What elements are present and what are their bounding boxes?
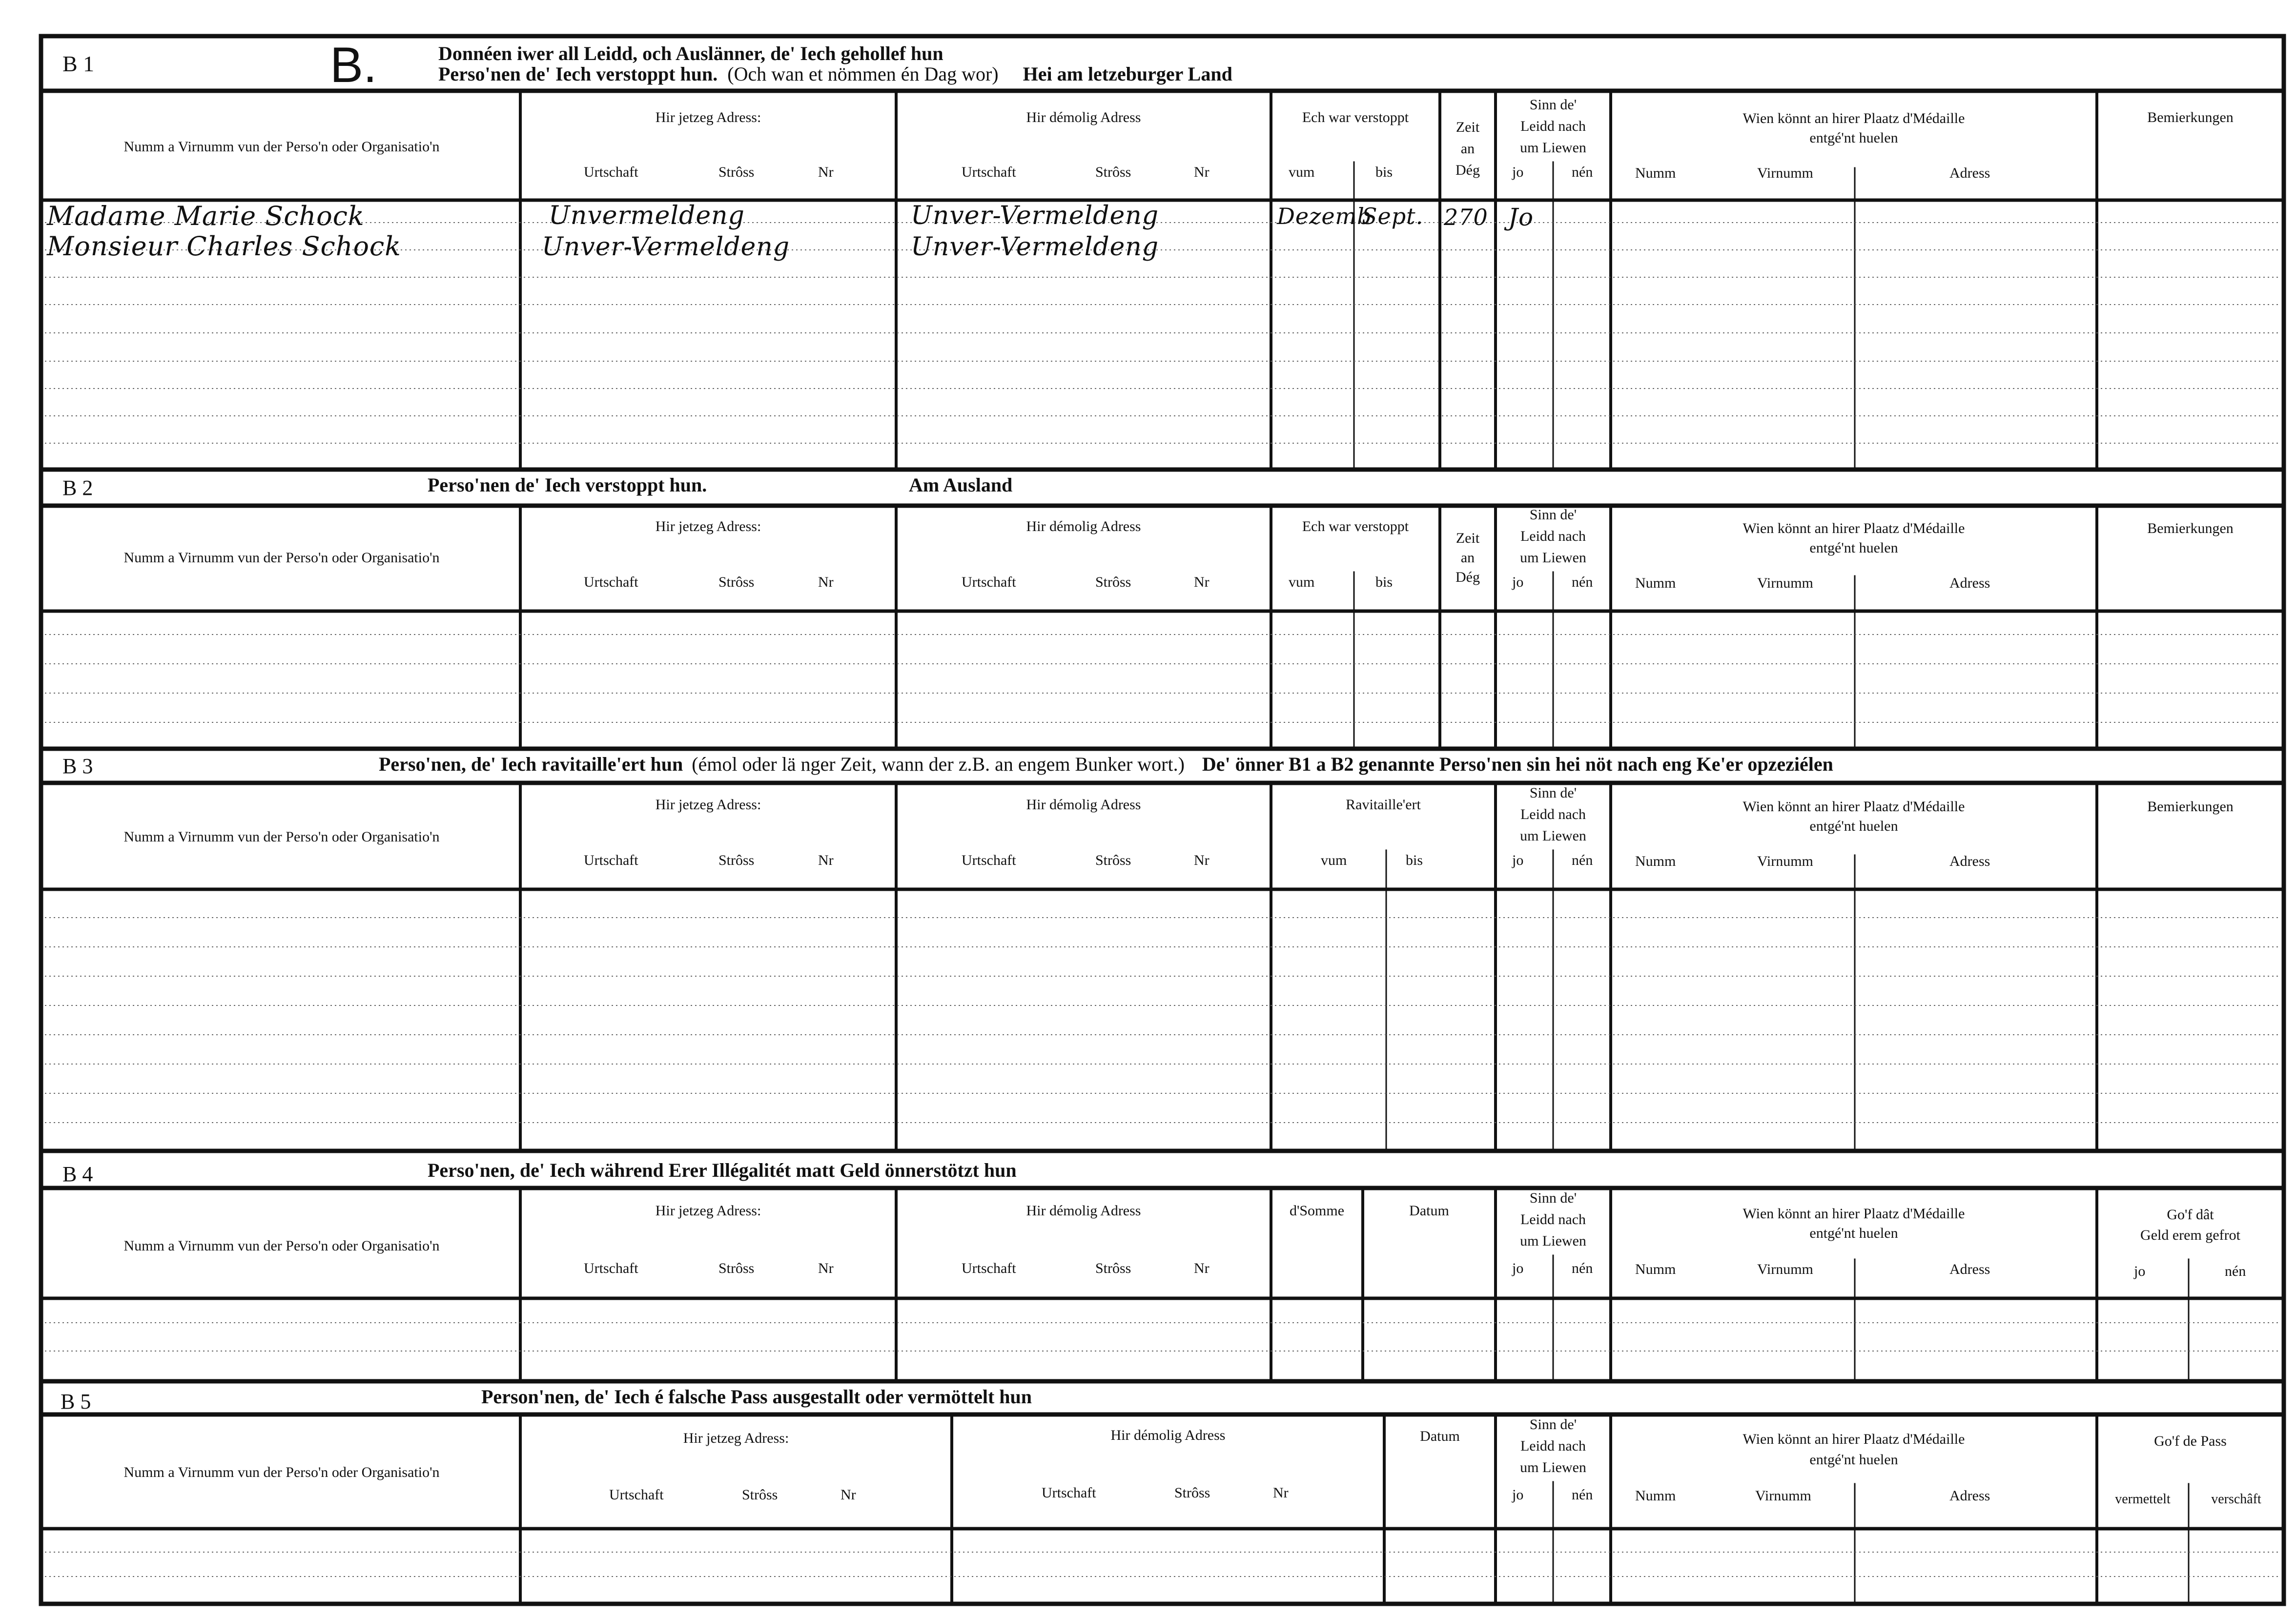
b2-header-address: Adress [1949, 575, 1990, 591]
b1-title-line2 [438, 64, 1232, 84]
b4-header-no: nén [1572, 1260, 1593, 1276]
b3-header-surname: Numm [1635, 853, 1676, 869]
b3-title-bold: Perso'nen, de' Iech ravitaille'ert hun [379, 753, 683, 775]
b2-header-no: nén [1572, 574, 1593, 590]
section-code-b5: B 5 [61, 1390, 91, 1413]
b2-header-risk2: Leidd nach [1520, 528, 1586, 544]
b3-title [379, 755, 1833, 774]
b4-header-yes: jo [1512, 1260, 1524, 1276]
b1-title-tail: Hei am letzeburger Land [1023, 63, 1232, 85]
entry-1-until: Sept. [1362, 203, 1424, 229]
b1-title-bold: Perso'nen de' Iech verstoppt hun. [438, 63, 718, 85]
b3-header-until: bis [1406, 852, 1423, 868]
b2-header-risk1: Sinn de' [1529, 507, 1577, 523]
b1-header-risk3: um Liewen [1520, 140, 1586, 156]
b1-header-until: bis [1375, 164, 1393, 180]
b4-header-medal1: Wien könnt an hirer Plaatz d'Médaille [1742, 1206, 1965, 1222]
b5-header-no: nén [1572, 1487, 1593, 1503]
b2-header-current-address: Hir jetzeg Adress: [655, 518, 761, 534]
b2-header-town2: Urtschaft [962, 574, 1016, 590]
b4-header-date: Datum [1409, 1203, 1449, 1219]
b5-header-town2: Urtschaft [1042, 1485, 1096, 1501]
b1-header-time3: Dég [1456, 162, 1480, 178]
b4-header-number: Nr [818, 1260, 834, 1276]
entry-1-from: Dezemb [1277, 203, 1372, 229]
b2-title-tail: Am Ausland [909, 474, 1013, 496]
b1-header-medal2: entgé'nt huelen [1809, 130, 1898, 146]
b5-header-address: Adress [1949, 1488, 1990, 1504]
entry-1-name: Madame Marie Schock [47, 201, 365, 231]
b3-title-note: (émol oder lä nger Zeit, wann der z.B. an engem Bunker wort.) [692, 753, 1185, 775]
b3-header-town: Urtschaft [584, 852, 638, 868]
b5-header-number: Nr [840, 1487, 856, 1503]
b3-header-medal1: Wien könnt an hirer Plaatz d'Médaille [1742, 799, 1965, 815]
b2-header-from: vum [1289, 574, 1315, 590]
b3-header-no: nén [1572, 852, 1593, 868]
b2-header-time2: an [1460, 550, 1475, 566]
entry-1-days: 270 [1444, 204, 1488, 230]
b5-header-former-address: Hir démolig Adress [1110, 1427, 1226, 1443]
b5-header-mediated: vermettelt [2115, 1492, 2171, 1507]
b3-header-street: Strôss [718, 852, 755, 868]
b5-header-risk2: Leidd nach [1520, 1438, 1586, 1454]
b4-header-sum: d'Somme [1289, 1203, 1345, 1219]
b5-header-current-address: Hir jetzeg Adress: [683, 1430, 789, 1446]
b1-header-medal1: Wien könnt an hirer Plaatz d'Médaille [1742, 110, 1965, 126]
b2-header-risk3: um Liewen [1520, 550, 1586, 566]
b1-header-yes: jo [1512, 164, 1524, 180]
b2-header-street2: Strôss [1095, 574, 1131, 590]
b5-header-town: Urtschaft [609, 1487, 664, 1503]
section-letter: B. [330, 37, 377, 93]
section-code-b2: B 2 [62, 476, 93, 500]
b1-header-surname: Numm [1635, 165, 1676, 181]
b5-header-street2: Strôss [1174, 1485, 1210, 1501]
b4-header-current-address: Hir jetzeg Adress: [655, 1203, 761, 1219]
b4-header-address: Adress [1949, 1261, 1990, 1277]
b3-header-supplied: Ravitaille'ert [1346, 797, 1421, 813]
b1-header-from: vum [1289, 164, 1315, 180]
b1-header-number: Nr [818, 164, 834, 180]
entry-1-former: Unver-Vermeldeng [911, 201, 1159, 230]
b2-header-firstname: Virnumm [1757, 575, 1813, 591]
b4-title: Perso'nen, de' Iech während Erer Illégalitét matt Geld önnerstötzt hun [428, 1159, 1017, 1181]
entry-1-risk: Jo [1508, 203, 1534, 231]
b2-header-number: Nr [818, 574, 834, 590]
b3-header-current-address: Hir jetzeg Adress: [655, 797, 761, 813]
b4-header-risk2: Leidd nach [1520, 1211, 1586, 1228]
b4-header-town: Urtschaft [584, 1260, 638, 1276]
b1-header-risk1: Sinn de' [1529, 97, 1577, 113]
b3-header-firstname: Virnumm [1757, 853, 1813, 869]
b4-header-street: Strôss [718, 1260, 755, 1276]
b5-header-number2: Nr [1273, 1485, 1289, 1501]
b5-header-street: Strôss [742, 1487, 778, 1503]
b3-header-from: vum [1321, 852, 1347, 868]
b2-header-surname: Numm [1635, 575, 1676, 591]
b3-header-remarks: Bemierkungen [2147, 799, 2234, 815]
b4-header-money-no: nén [2225, 1263, 2246, 1279]
b4-header-firstname: Virnumm [1757, 1261, 1813, 1277]
b1-header-name: Numm a Virnumm vun der Perso'n oder Organisatio'n [123, 139, 440, 155]
b4-header-money2: Geld erem gefrot [2140, 1227, 2240, 1243]
b1-header-firstname: Virnumm [1757, 165, 1813, 181]
b1-header-time2: an [1460, 141, 1475, 157]
b2-header-medal2: entgé'nt huelen [1809, 540, 1898, 556]
b1-header-street2: Strôss [1095, 164, 1131, 180]
b3-header-number2: Nr [1194, 852, 1210, 868]
b1-title-line1: Donnéen iwer all Leidd, och Auslänner, de' Iech gehollef hun [438, 42, 943, 64]
b3-header-former-address: Hir démolig Adress [1026, 797, 1141, 813]
b3-header-risk3: um Liewen [1520, 828, 1586, 844]
b1-header-time1: Zeit [1456, 119, 1480, 135]
b5-header-surname: Numm [1635, 1488, 1676, 1504]
b2-header-hidden: Ech war verstoppt [1302, 518, 1409, 534]
b1-header-hidden: Ech war verstoppt [1302, 109, 1409, 125]
b5-header-firstname: Virnumm [1755, 1488, 1811, 1504]
b3-header-town2: Urtschaft [962, 852, 1016, 868]
b3-header-medal2: entgé'nt huelen [1809, 818, 1898, 834]
b3-header-risk2: Leidd nach [1520, 806, 1586, 822]
b5-header-pass: Go'f de Pass [2154, 1433, 2227, 1449]
b2-header-medal1: Wien könnt an hirer Plaatz d'Médaille [1742, 520, 1965, 536]
b2-header-number2: Nr [1194, 574, 1210, 590]
b3-header-risk1: Sinn de' [1529, 785, 1577, 801]
b4-header-former-address: Hir démolig Adress [1026, 1203, 1141, 1219]
b1-header-risk2: Leidd nach [1520, 118, 1586, 134]
b4-header-name: Numm a Virnumm vun der Perso'n oder Organisatio'n [123, 1238, 440, 1254]
b1-header-remarks: Bemierkungen [2147, 109, 2234, 125]
b3-header-number: Nr [818, 852, 834, 868]
b3-header-name: Numm a Virnumm vun der Perso'n oder Organisatio'n [123, 829, 440, 845]
b5-header-risk3: um Liewen [1520, 1459, 1586, 1475]
entry-2-name: Monsieur Charles Schock [47, 231, 401, 262]
b4-header-street2: Strôss [1095, 1260, 1131, 1276]
b4-header-number2: Nr [1194, 1260, 1210, 1276]
b2-title: Perso'nen de' Iech verstoppt hun. [428, 474, 707, 496]
b2-header-until: bis [1375, 574, 1393, 590]
b5-title: Person'nen, de' Iech é falsche Pass ausgestallt oder vermöttelt hun [481, 1386, 1032, 1408]
section-code-b3: B 3 [62, 754, 93, 778]
b2-header-time3: Dég [1456, 569, 1480, 585]
b3-header-address: Adress [1949, 853, 1990, 869]
b5-header-date: Datum [1420, 1428, 1460, 1444]
b3-title-tail: De' önner B1 a B2 genannte Perso'nen sin hei nöt nach eng Ke'er opzeziélen [1202, 753, 1833, 775]
b4-header-money1: Go'f dât [2167, 1207, 2214, 1223]
b4-header-medal2: entgé'nt huelen [1809, 1225, 1898, 1241]
b1-header-no: nén [1572, 164, 1593, 180]
b3-header-yes: jo [1512, 852, 1524, 868]
b5-header-issued: verschâft [2211, 1492, 2261, 1507]
b5-header-medal2: entgé'nt huelen [1809, 1452, 1898, 1468]
entry-2-former: Unver-Vermeldeng [911, 232, 1159, 262]
b2-header-remarks: Bemierkungen [2147, 520, 2234, 536]
b2-header-name: Numm a Virnumm vun der Perso'n oder Organisatio'n [123, 550, 440, 566]
entry-2-current: Unver-Vermeldeng [542, 232, 790, 262]
section-code-b1: B 1 [62, 51, 95, 76]
entry-1-current: Unvermeldeng [549, 201, 745, 230]
b1-header-number2: Nr [1194, 164, 1210, 180]
b5-header-name: Numm a Virnumm vun der Perso'n oder Organisatio'n [123, 1464, 440, 1480]
b1-title-note: (Och wan et nömmen én Dag wor) [727, 63, 999, 85]
b2-header-town: Urtschaft [584, 574, 638, 590]
b3-header-street2: Strôss [1095, 852, 1131, 868]
b1-header-street: Strôss [718, 164, 755, 180]
b4-header-risk1: Sinn de' [1529, 1190, 1577, 1206]
dotted-row-lines [45, 223, 2280, 1577]
b2-header-street: Strôss [718, 574, 755, 590]
b4-header-money-yes: jo [2134, 1263, 2146, 1279]
b1-header-town2: Urtschaft [962, 164, 1016, 180]
b4-header-surname: Numm [1635, 1261, 1676, 1277]
b2-header-time1: Zeit [1456, 530, 1480, 546]
b1-header-address: Adress [1949, 165, 1990, 181]
b2-header-former-address: Hir démolig Adress [1026, 518, 1141, 534]
b2-header-yes: jo [1512, 574, 1524, 590]
b5-header-medal1: Wien könnt an hirer Plaatz d'Médaille [1742, 1431, 1965, 1447]
b4-header-town2: Urtschaft [962, 1260, 1016, 1276]
b4-header-risk3: um Liewen [1520, 1233, 1586, 1249]
b1-header-former-address: Hir démolig Adress [1026, 109, 1141, 125]
b5-header-risk1: Sinn de' [1529, 1416, 1577, 1433]
b5-header-yes: jo [1512, 1487, 1524, 1503]
b1-header-current-address: Hir jetzeg Adress: [655, 109, 761, 125]
section-code-b4: B 4 [62, 1162, 93, 1186]
b1-header-town: Urtschaft [584, 164, 638, 180]
